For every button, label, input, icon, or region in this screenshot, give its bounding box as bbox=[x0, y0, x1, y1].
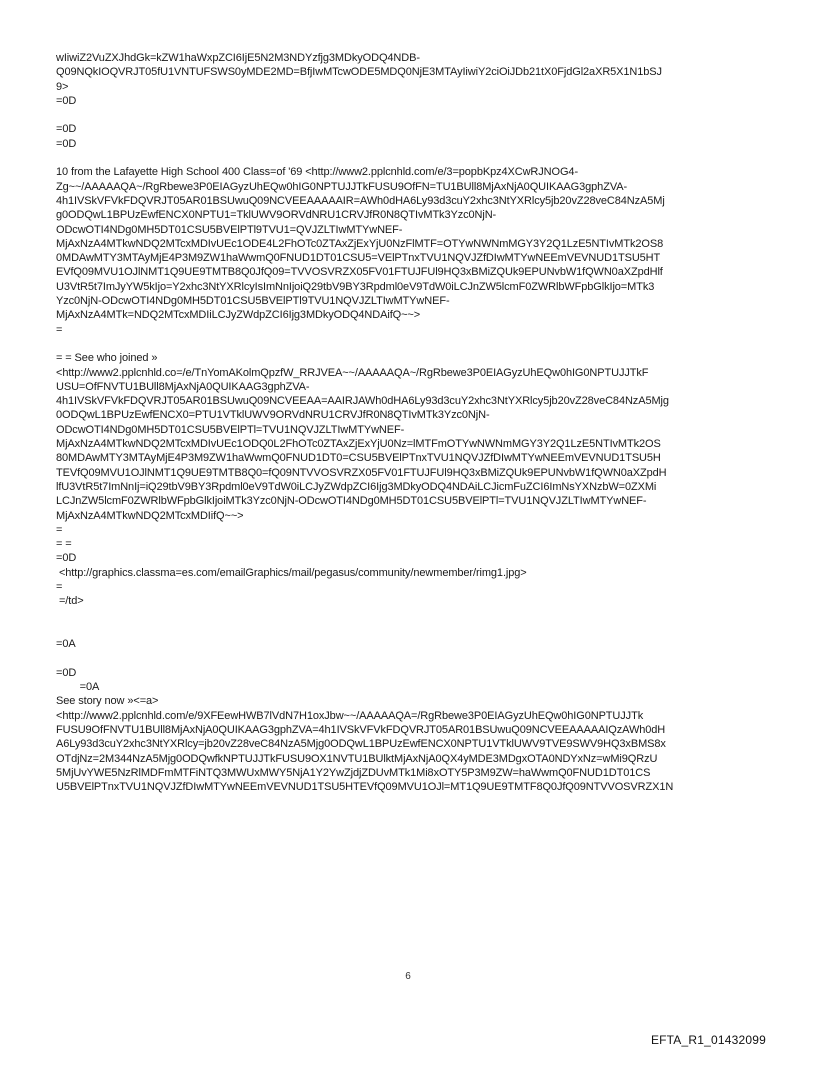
text-line: FUSU9OfFNVTU1BUll8MjAxNjA0QUIKAAG3gphZVA=4h1IVSkVFVkFDQVRJT05AR01BSUwuQ09NCVEEAAAAAIQzAWh0dH bbox=[56, 723, 666, 736]
email-source-text bbox=[56, 51, 772, 794]
text-line: 0MDAwMTY3MTAyMjE4P3M9ZW1haWwmQ0FNUD1DT01CSU5=VElPTnxTVU1NQVJZfDIwMTYwNEEmVEVNUD1TSU5HT bbox=[56, 252, 661, 265]
text-line: TEVfQ09MVU1OJlNMT1Q9UE9TMTB8Q0=fQ09NTVVOSVRZX05FV01FTUJFUl9HQ3xBMiZQUk9EPUNvbW1fQWN0aXZpdH bbox=[56, 466, 667, 479]
text-line: ODcwOTI4NDg0MH5DT01CSU5BVElPTl9TVU1=QVJZLTIwMTYwNEF- bbox=[56, 223, 403, 236]
text-line: MjAxNzA4MTkwNDQ2MTcxMDIifQ~~> bbox=[56, 509, 244, 522]
text-line: U3VtR5t7ImJyYW5kIjo=Y2xhc3NtYXRlcyIsImNnIjoiQ29tbV9BY3Rpdml0eV9TdW0iLCJnZW5lcmF0ZWRlbWFpbGlkIjo=MTk3 bbox=[56, 280, 655, 293]
text-line: U5BVElPTnxTVU1NQVJZfDIwMTYwNEEmVEVNUD1TSU5HTEVfQ09MVU1OJl=MT1Q9UE9TMTF8Q0JfQ09NTVVOSVRZX1N bbox=[56, 781, 674, 794]
text-line: A6Ly93d3cuY2xhc3NtYXRlcy=jb20vZ28veC84NzA5Mjg0ODQwL1BPUzEwfENCX0NPTU1VTklUWV9TVE9SWV9HQ3xBMS8x bbox=[56, 738, 666, 751]
text-line: g0ODQwL1BPUzEwfENCX0NPTU1=TklUWV9ORVdNRU1CRVJfR0N8QTIvMTk3Yzc0NjN- bbox=[56, 209, 497, 222]
text-line: 5MjUvYWE5NzRlMDFmMTFiNTQ3MWUxMWY5NjA1Y2YwZjdjZDUvMTk1Mi8xOTY5P3M9ZW=haWwmQ0FNUD1DT01CS bbox=[56, 766, 651, 779]
text-line: =0D bbox=[56, 94, 77, 107]
text-line: MjAxNzA4MTk=NDQ2MTcxMDIiLCJyZWdpZCI6Ijg3MDkyODQ4NDAifQ~~> bbox=[56, 309, 421, 322]
text-line: See story now »<=a> bbox=[56, 695, 159, 708]
text-line bbox=[56, 651, 772, 665]
text-line: <http://www2.pplcnhld.co=/e/TnYomAKolmQpzfW_RRJVEA~~/AAAAAQA~/RgRbewe3P0EIAGyzUhEQw0hIG0NPTUJJTkF bbox=[56, 366, 649, 379]
text-line bbox=[56, 623, 772, 637]
text-line: =/td> bbox=[56, 595, 84, 608]
text-line: <http://graphics.classma=es.com/emailGraphics/mail/pegasus/community/newmember/rimg1.jpg> bbox=[56, 566, 527, 579]
page-number: 6 bbox=[405, 971, 411, 982]
text-line: 4h1IVSkVFVkFDQVRJT05AR01BSUwuQ09NCVEEAA=AAIRJAWh0dHA6Ly93d3cuY2xhc3NtYXRlcy5jb20vZ28veC84NzA5Mjg bbox=[56, 395, 669, 408]
text-line: 0ODQwL1BPUzEwfENCX0=PTU1VTklUWV9ORVdNRU1CRVJfR0N8QTIvMTk3Yzc0NjN- bbox=[56, 409, 490, 422]
text-line: = = See who joined » bbox=[56, 352, 158, 365]
text-line: 4h1IVSkVFVkFDQVRJT05AR01BSUwuQ09NCVEEAAAAAIR=AWh0dHA6Ly93d3cuY2xhc3NtYXRlcy5jb20vZ28veC84NzA5Mj bbox=[56, 194, 665, 207]
text-line: MjAxNzA4MTkwNDQ2MTcxMDIvUEc1ODE4L2FhOTc0ZTAxZjExYjU0NzFlMTF=OTYwNWNmMGY3Y2Q1LzE5NTIvMTk2OS8 bbox=[56, 237, 664, 250]
text-line: =0A bbox=[56, 681, 100, 694]
text-line: = bbox=[56, 323, 63, 336]
text-line bbox=[56, 151, 772, 165]
text-line: ODcwOTI4NDg0MH5DT01CSU5BVElPTl=TVU1NQVJZLTIwMTYwNEF- bbox=[56, 423, 405, 436]
text-line: 10 from the Lafayette High School 400 Class=of '69 <http://www2.pplcnhld.com/e/3=popbKpz4XCwRJNOG4- bbox=[56, 166, 579, 179]
text-line: =0D bbox=[56, 137, 77, 150]
document-id-stamp: EFTA_R1_01432099 bbox=[650, 1033, 766, 1047]
text-line: 80MDAwMTY3MTAyMjE4P3M9ZW1haWwmQ0FNUD1DT0=CSU5BVElPTnxTVU1NQVJZfDIwMTYwNEEmVEVNUD1TSU5H bbox=[56, 452, 661, 465]
text-line: OTdjNz=2M344NzA5Mjg0ODQwfkNPTUJJTkFUSU9OX1NVTU1BUlktMjAxNjA0QX4yMDE3MDgxOTA0NDYxNz=wMi9QRzU bbox=[56, 752, 658, 765]
text-line: =0D bbox=[56, 123, 77, 136]
text-line: = bbox=[56, 580, 63, 593]
text-line: MjAxNzA4MTkwNDQ2MTcxMDIvUEc1ODQ0L2FhOTc0ZTAxZjExYjU0Nz=lMTFmOTYwNWNmMGY3Y2Q1LzE5NTIvMTk2OS bbox=[56, 438, 661, 451]
text-line bbox=[56, 108, 772, 122]
text-line: = bbox=[56, 523, 63, 536]
text-line: =0D bbox=[56, 666, 77, 679]
text-line bbox=[56, 609, 772, 623]
text-line: wIiwiZ2VuZXJhdGk=kZW1haWxpZCI6IjE5N2M3NDYzfjg3MDkyODQ4NDB- bbox=[56, 52, 420, 64]
text-line: Q09NQkIOQVRJT05fU1VNTUFSWS0yMDE2MD=BfjIwMTcwODE5MDQ0NjE3MTAyIiwiY2ciOiJDb21tX0FjdGl2aXR5X1N1bSJ bbox=[56, 66, 662, 79]
text-line: EVfQ09MVU1OJlNMT1Q9UE9TMTB8Q0JfQ09=TVVOSVRZX05FV01FTUJFUl9HQ3xBMiZQUk9EPUNvbW1fQWN0aXZpdHlf bbox=[56, 266, 663, 279]
text-line: =0A bbox=[56, 638, 76, 651]
text-line: Yzc0NjN-ODcwOTI4NDg0MH5DT01CSU5BVElPTl9TVU1NQVJZLTIwMTYwNEF- bbox=[56, 295, 450, 308]
text-line: Zg~~/AAAAAQA~/RgRbewe3P0EIAGyzUhEQw0hIG0NPTUJJTkFUSU9OfFN=TU1BUll8MjAxNjA0QUIKAAG3gphZVA- bbox=[56, 180, 628, 193]
text-line: 9> bbox=[56, 80, 69, 93]
text-line bbox=[56, 337, 772, 351]
text-line: USU=OfFNVTU1BUll8MjAxNjA0QUIKAAG3gphZVA- bbox=[56, 380, 310, 393]
text-line: = = bbox=[56, 538, 72, 551]
text-line: LCJnZW5lcmF0ZWRlbWFpbGlkIjoiMTk3Yzc0NjN-ODcwOTI4NDg0MH5DT01CSU5BVElPTl=TVU1NQVJZLTIwMTYwNEF- bbox=[56, 495, 647, 508]
text-line: <http://www2.pplcnhld.com/e/9XFEewHWB7lVdN7H1oxJbw~~/AAAAAQA=/RgRbewe3P0EIAGyzUhEQw0hIG0NPTUJJTk bbox=[56, 709, 644, 722]
text-line: lfU3VtR5t7ImNnIj=iQ29tbV9BY3Rpdml0eV9TdW0iLCJyZWdpZCI6Ijg3MDkyODQ4NDAiLCJicmFuZCI6ImNsYXNzbW=0ZXMi bbox=[56, 480, 657, 493]
text-line: =0D bbox=[56, 552, 77, 565]
